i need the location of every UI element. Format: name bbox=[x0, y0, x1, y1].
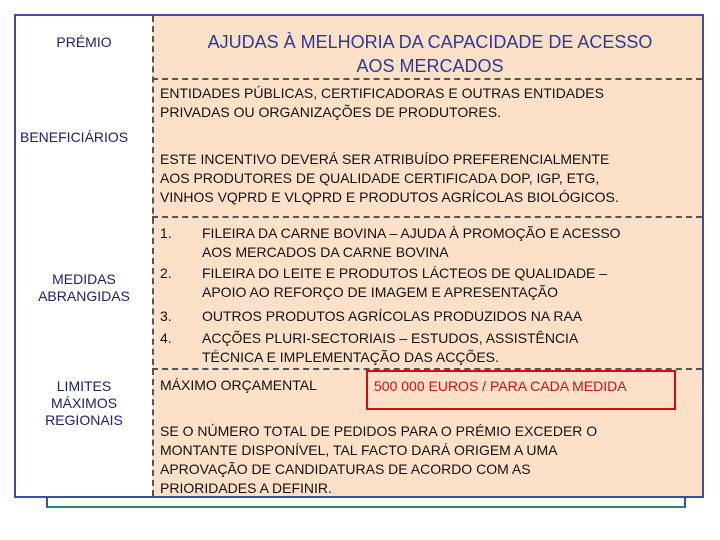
list-number: 4. bbox=[160, 330, 172, 346]
label-medidas: MEDIDAS ABRANGIDAS bbox=[38, 271, 130, 304]
list-number: 3. bbox=[160, 308, 172, 324]
row-divider bbox=[152, 78, 702, 80]
label-limites: LIMITES MÁXIMOS REGIONAIS bbox=[45, 378, 123, 428]
list-number: 2. bbox=[160, 265, 172, 281]
label-premio: PRÉMIO bbox=[56, 34, 112, 50]
list-item: FILEIRA DA CARNE BOVINA – AJUDA À PROMOÇÃO E ACESSO AOS MERCADOS DA CARNE BOVINA bbox=[202, 225, 621, 260]
slide-shadow bbox=[46, 498, 686, 508]
list-number: 1. bbox=[160, 225, 172, 241]
limite-label: MÁXIMO ORÇAMENTAL bbox=[160, 377, 317, 393]
column-divider bbox=[152, 16, 154, 496]
list-item: FILEIRA DO LEITE E PRODUTOS LÁCTEOS DE QUALIDADE – APOIO AO REFORÇO DE IMAGEM E APRESENTAÇÃO bbox=[202, 265, 608, 300]
row-divider bbox=[152, 216, 702, 218]
limite-value: 500 000 EUROS / PARA CADA MEDIDA bbox=[374, 378, 627, 394]
nota-text: SE O NÚMERO TOTAL DE PEDIDOS PARA O PRÉMIO EXCEDER O MONTANTE DISPONÍVEL, TAL FACTO DARÁ ORIGEM A UMA APROVAÇÃO DE CANDIDATURAS DE ACORDO COM AS PRIORIDADES A DEFINIR. bbox=[160, 423, 598, 496]
incentivo-text: ESTE INCENTIVO DEVERÁ SER ATRIBUÍDO PREFERENCIALMENTE AOS PRODUTORES DE QUALIDADE CERTIFICADA DOP, IGP, ETG, VINHOS VQPRD E VLQPRD E PRODUTOS AGRÍCOLAS BIOLÓGICOS. bbox=[160, 151, 619, 205]
limite-value-box bbox=[366, 370, 676, 410]
beneficiarios-text: ENTIDADES PÚBLICAS, CERTIFICADORAS E OUTRAS ENTIDADES PRIVADAS OU ORGANIZAÇÕES DE PRODUTORES. bbox=[160, 85, 604, 120]
label-beneficiarios: BENEFICIÁRIOS bbox=[20, 129, 129, 145]
list-item: ACÇÕES PLURI-SECTORIAIS – ESTUDOS, ASSISTÊNCIA TÉCNICA E IMPLEMENTAÇÃO DAS ACÇÕES. bbox=[202, 330, 579, 365]
page-title: AJUDAS À MELHORIA DA CAPACIDADE DE ACESSO AOS MERCADOS bbox=[207, 32, 653, 76]
list-item: OUTROS PRODUTOS AGRÍCOLAS PRODUZIDOS NA RAA bbox=[202, 308, 583, 324]
